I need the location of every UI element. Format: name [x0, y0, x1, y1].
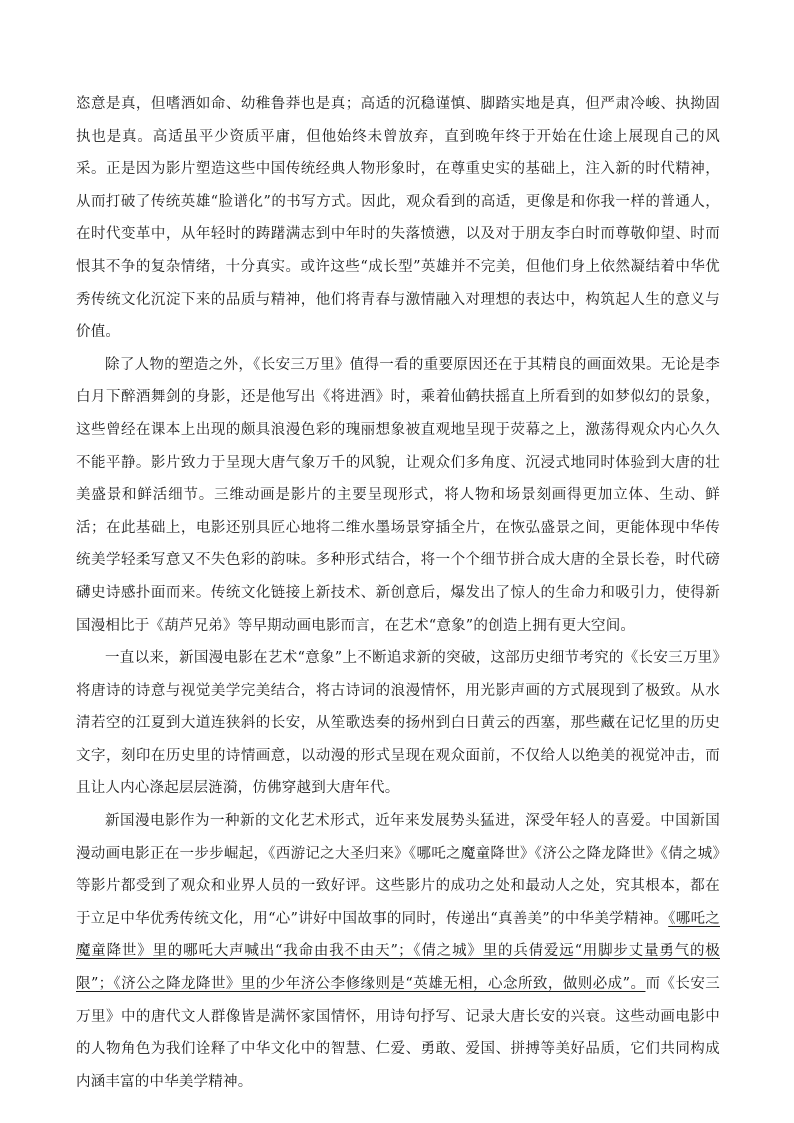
- paragraph-2: 除了人物的塑造之外，《长安三万里》值得一看的重要原因还在于其精良的画面效果。无论是李白月下醉酒舞剑的身影，还是他写出《将进酒》时，乘着仙鹤扶摇直上所看到的如梦似幻的景象，这些曾经在课本上出现的颇具浪漫色彩的瑰丽想象被直观地呈现于荧幕之上，激荡得观众内心久久不能平静。影片致力于呈现大唐气象万千的风貌，让观众们多角度、沉浸式地同时体验到大唐的壮美盛景和鲜活细节。三维动画是影片的主要呈现形式，将人物和场景刻画得更加立体、生动、鲜活；在此基础上，电影还别具匠心地将二维水墨场景穿插全片，在恢弘盛景之间，更能体现中华传统美学轻柔写意又不失色彩的韵味。多种形式结合，将一个个细节拼合成大唐的全景长卷，时代磅礴史诗感扑面而来。传统文化链接上新技术、新创意后，爆发出了惊人的生命力和吸引力，使得新国漫相比于《葫芦兄弟》等早期动画电影而言，在艺术“意象”的创造上拥有更大空间。: [76, 356, 720, 634]
- paragraph-4-conclusion: 而《长安三万里》中的唐代文人群像皆是满怀家国情怀，用诗句抒写、记录大唐长安的兴衰。这些动画电影中的人物角色为我们诠释了中华文化中的智慧、仁爱、勇敢、爱国、拼搏等美好品质，它们共同构成内涵丰富的中华美学精神。: [76, 976, 720, 1090]
- paragraph-4-intro: 新国漫电影作为一种新的文化艺术形式，近年来发展势头猛进，深受年轻人的喜爱。中国新国漫动画电影正在一步步崛起，《西游记之大圣归来》《哪吒之魔童降世》《济公之降龙降世》《倩之城》等影片都受到了观众和业界人员的一致好评。这些影片的成功之处和最动人之处，究其根本，都在于立足中华优秀传统文化，用“心”讲好中国故事的同时，传递出“真善美”的中华美学精神。: [76, 813, 720, 927]
- paragraph-3: 一直以来，新国漫电影在艺术“意象”上不断追求新的突破，这部历史细节考究的《长安三万里》将唐诗的诗意与视觉美学完美结合，将古诗词的浪漫情怀，用光影声画的方式展现到了极致。从水清若空的江夏到大道连狭斜的长安，从笙歌迭奏的扬州到白日黄云的西塞，那些藏在记忆里的历史文字，刻印在历史里的诗情画意，以动漫的形式呈现在观众面前，不仅给人以绝美的视觉冲击，而且让人内心涤起层层涟漪，仿佛穿越到大唐年代。: [76, 650, 720, 797]
- document-body: [76, 88, 720, 1098]
- paragraph-4: [76, 805, 720, 1098]
- underlined-quotes: 《哪吒之魔童降世》里的哪吒大声喊出“我命由我不由天”；《倩之城》里的兵倩爱远“用脚步丈量勇气的极限”；《济公之降龙降世》里的少年济公李修缘则是“英雄无相，心念所致，做则必成”。: [76, 910, 720, 993]
- paragraph-1: 恣意是真，但嗜酒如命、幼稚鲁莽也是真；高适的沉稳谨慎、脚踏实地是真，但严肃冷峻、执拗固执也是真。高适虽平少资质平庸，但他始终未曾放弃，直到晚年终于开始在仕途上展现自己的风采。正是因为影片塑造这些中国传统经典人物形象时，在尊重史实的基础上，注入新的时代精神，从而打破了传统英雄“脸谱化”的书写方式。因此，观众看到的高适，更像是和你我一样的普通人，在时代变革中，从年轻时的踌躇满志到中年时的失落愤懑，以及对于朋友李白时而尊敬仰望、时而恨其不争的复杂情绪，十分真实。或许这些“成长型”英雄并不完美，但他们身上依然凝结着中华优秀传统文化沉淀下来的品质与精神，他们将青春与激情融入对理想的表达中，构筑起人生的意义与价值。: [76, 96, 720, 341]
